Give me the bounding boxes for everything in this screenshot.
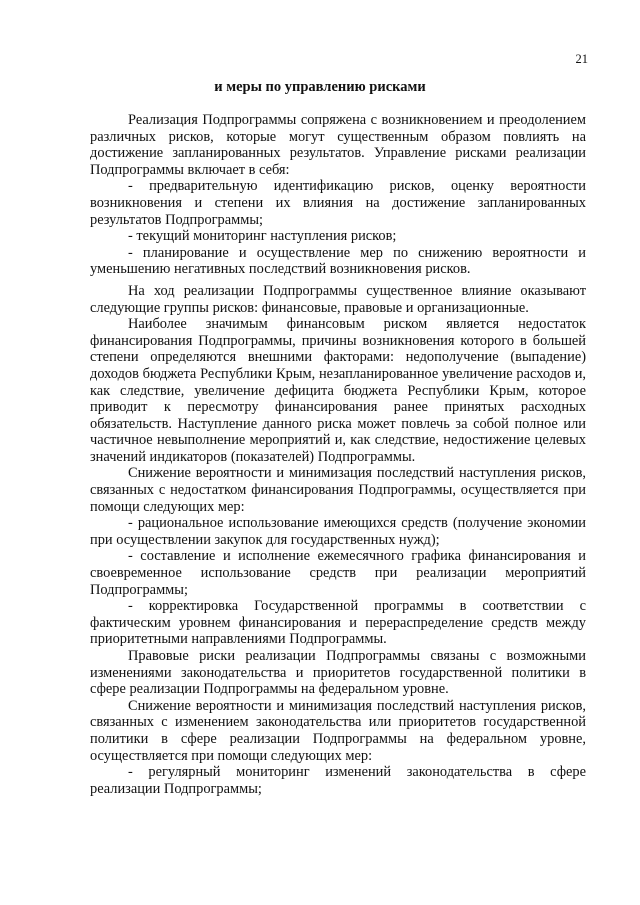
paragraph-intro: Реализация Подпрограммы сопряжена с возникновением и преодолением различных рисков, которые могут существенным образом повлиять на достижение запланированных результатов. Управление рисками реализации Подпрограммы включает в себя: xyxy=(90,112,586,178)
list-item-correction: - корректировка Государственной программы в соответствии с фактическим уровнем финансирования и перераспределение средств между приоритетными направлениями Подпрограммы. xyxy=(90,598,586,648)
list-item-legislation-monitoring: - регулярный мониторинг изменений законодательства в сфере реализации Подпрограммы; xyxy=(90,764,586,797)
page-number: 21 xyxy=(575,52,588,66)
list-item-planning: - планирование и осуществление мер по снижению вероятности и уменьшению негативных последствий возникновения рисков. xyxy=(90,244,586,278)
list-item-schedule: - составление и исполнение ежемесячного графика финансирования и своевременное использование средств при реализации мероприятий Подпрограммы; xyxy=(90,548,586,598)
paragraph-legal-mitigation: Снижение вероятности и минимизация последствий наступления рисков, связанных с изменением законодательства или приоритетов государственной политики в сфере реализации Подпрограммы на федеральном уровне, осуществляется при помощи следующих мер: xyxy=(90,697,586,764)
body-text xyxy=(90,112,586,797)
paragraph-financial-risk: Наиболее значимым финансовым риском является недостаток финансирования Подпрограммы, причины возникновения которого в большей степени определяются внешними факторами: недополучение (выпадение) доходов бюджета Республики Крым, незапланированное увеличение расходов и, как следствие, увеличение дефицита бюджета Республики Крым, которое приводит к пересмотру финансирования ранее принятых расходных обязательств. Наступление данного риска может повлечь за собой полное или частичное невыполнение мероприятий и, как следствие, недостижение целевых значений индикаторов (показателей) Подпрограммы. xyxy=(90,316,586,465)
section-heading: и меры по управлению рисками xyxy=(214,79,426,95)
list-item-rational-use: - рациональное использование имеющихся средств (получение экономии при осуществлении закупок для государственных нужд); xyxy=(90,515,586,548)
list-item-identification: - предварительную идентификацию рисков, оценку вероятности возникновения и степени их влияния на достижение запланированных результатов Подпрограммы; xyxy=(90,178,586,228)
list-item-monitoring: - текущий мониторинг наступления рисков; xyxy=(128,228,397,245)
paragraph-financial-mitigation: Снижение вероятности и минимизация последствий наступления рисков, связанных с недостатком финансирования Подпрограммы, осуществляется при помощи следующих мер: xyxy=(90,465,586,515)
paragraph-risk-groups: На ход реализации Подпрограммы существенное влияние оказывают следующие группы рисков: финансовые, правовые и организационные. xyxy=(90,282,586,316)
paragraph-legal-risk: Правовые риски реализации Подпрограммы связаны с возможными изменениями законодательства и приоритетов государственной политики в сфере реализации Подпрограммы на федеральном уровне. xyxy=(90,648,586,698)
